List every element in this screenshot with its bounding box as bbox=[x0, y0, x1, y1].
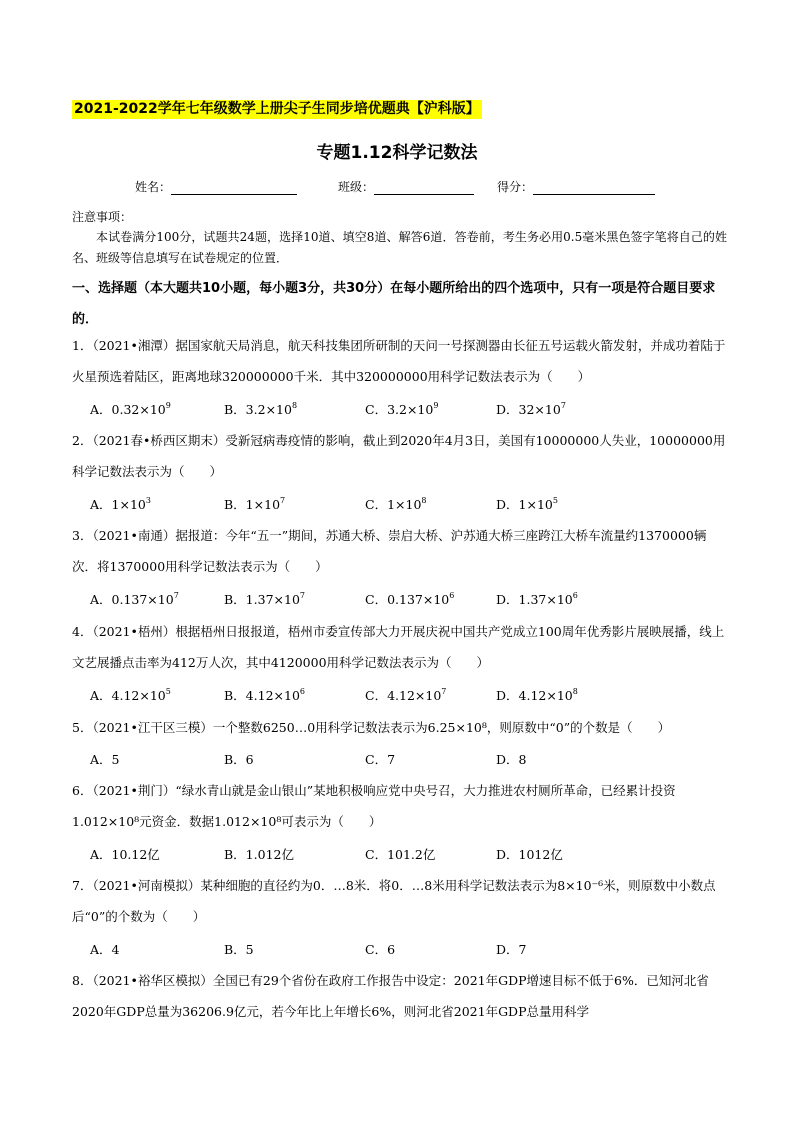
option-c[interactable]: C．101.2亿 bbox=[365, 847, 436, 862]
option-d[interactable]: D．1012亿 bbox=[496, 847, 563, 862]
option-b[interactable]: B．$4.12\times 10^6$ bbox=[224, 687, 305, 703]
question-stem: 7．（2021•河南模拟）某种细胞的直径约为0．…8米．将0．…8米用科学记数法表示为8×10⁻⁶米，则原数中小数点后“0”的个数为（ ） bbox=[72, 878, 716, 924]
question-stem: 5．（2021•江干区三模）一个整数6250…0用科学记数法表示为6.25×10⁸，则原数中“0”的个数是（ ） bbox=[72, 720, 671, 735]
name-blank[interactable] bbox=[171, 181, 297, 195]
question-stem: 4．（2021•梧州）根据梧州日报报道，梧州市委宣传部大力开展庆祝中国共产党成立100周年优秀影片展映展播，线上文艺展播点击率为412万人次，其中4120000用科学记数法表示为（ ） bbox=[72, 624, 725, 670]
name-label: 姓名： bbox=[135, 180, 172, 194]
option-b[interactable]: B．$1\times 10^7$ bbox=[224, 496, 286, 512]
option-a[interactable]: A．$0.137\times 10^7$ bbox=[90, 591, 179, 607]
option-c[interactable]: C．6 bbox=[365, 942, 396, 957]
option-c[interactable]: C．7 bbox=[365, 752, 396, 767]
option-c[interactable]: C．$3.2\times 10^9$ bbox=[365, 401, 439, 417]
option-d[interactable]: D．8 bbox=[496, 752, 527, 767]
option-c[interactable]: C．$4.12\times 10^7$ bbox=[365, 687, 447, 703]
exam-banner: 2021-2022学年七年级数学上册尖子生同步培优题典【沪科版】 bbox=[74, 101, 480, 117]
option-a[interactable]: A．5 bbox=[90, 752, 120, 767]
score-blank[interactable] bbox=[533, 181, 655, 195]
option-a[interactable]: A．$1\times 10^3$ bbox=[90, 496, 151, 512]
option-d[interactable]: D．$4.12\times 10^8$ bbox=[496, 687, 578, 703]
question-stem: 8．（2021•裕华区模拟）全国已有29个省份在政府工作报告中设定：2021年GDP增速目标不低于6%．已知河北省2020年GDP总量为36206.9亿元，若今年比上年增长6%，则河北省2021年GDP总量用科学 bbox=[72, 973, 709, 1019]
class-blank[interactable] bbox=[374, 181, 474, 195]
option-c[interactable]: C．$0.137\times 10^6$ bbox=[365, 591, 455, 607]
option-b[interactable]: B．$3.2\times 10^8$ bbox=[224, 401, 298, 417]
question-4 bbox=[72, 616, 727, 678]
option-b[interactable]: B．5 bbox=[224, 942, 254, 957]
name-field bbox=[135, 178, 297, 195]
question-2 bbox=[72, 425, 727, 487]
option-d[interactable]: D．7 bbox=[496, 942, 527, 957]
option-a[interactable]: A．$0.32\times 10^9$ bbox=[90, 401, 171, 417]
question-stem: 3．（2021•南通）据报道：今年“五一”期间，苏通大桥、崇启大桥、沪苏通大桥三座跨江大桥车流量约1370000辆次．将1370000用科学记数法表示为（ ） bbox=[72, 528, 707, 574]
option-b[interactable]: B．6 bbox=[224, 752, 254, 767]
option-c[interactable]: C．$1\times 10^8$ bbox=[365, 496, 427, 512]
question-8 bbox=[72, 965, 727, 1027]
question-5 bbox=[72, 712, 727, 743]
question-6 bbox=[72, 775, 727, 837]
option-b[interactable]: B．$1.37\times 10^7$ bbox=[224, 591, 305, 607]
score-field bbox=[497, 178, 655, 195]
option-b[interactable]: B．1.012亿 bbox=[224, 847, 294, 862]
score-label: 得分： bbox=[497, 180, 534, 194]
class-label: 班级： bbox=[338, 180, 375, 194]
notice-body: 本试卷满分100分，试题共24题，选择10道、填空8道、解答6道．答卷前，考生务必用0.5毫米黑色签字笔将自己的姓名、班级等信息填写在试卷规定的位置． bbox=[72, 230, 727, 265]
notice-title: 注意事项： bbox=[72, 210, 133, 224]
option-a[interactable]: A．10.12亿 bbox=[90, 847, 160, 862]
page-title: 专题1.12科学记数法 bbox=[316, 143, 478, 163]
question-stem: 2．（2021春•桥西区期末）受新冠病毒疫情的影响，截止到2020年4月3日，美国有10000000人失业，10000000用科学记数法表示为（ ） bbox=[72, 433, 726, 479]
option-a[interactable]: A．4 bbox=[90, 942, 120, 957]
section-heading: 一、选择题（本大题共10小题，每小题3分，共30分）在每小题所给出的四个选项中，只有一项是符合题目要求的． bbox=[72, 281, 716, 327]
option-d[interactable]: D．$1.37\times 10^6$ bbox=[496, 591, 578, 607]
question-3 bbox=[72, 520, 727, 582]
option-d[interactable]: D．$32\times 10^7$ bbox=[496, 401, 566, 417]
option-d[interactable]: D．$1\times 10^5$ bbox=[496, 496, 558, 512]
option-a[interactable]: A．$4.12\times 10^5$ bbox=[90, 687, 171, 703]
question-7 bbox=[72, 870, 727, 932]
class-field bbox=[338, 178, 474, 195]
question-1 bbox=[72, 330, 727, 392]
question-stem: 6．（2021•荆门）“绿水青山就是金山银山”某地积极响应党中央号召，大力推进农村厕所革命，已经累计投资1.012×10⁸元资金．数据1.012×10⁸可表示为（ ） bbox=[72, 783, 676, 829]
question-stem: 1．（2021•湘潭）据国家航天局消息，航天科技集团所研制的天问一号探测器由长征五号运载火箭发射，并成功着陆于火星预选着陆区，距离地球320000000千米．其中320000000用科学记数法表示为（ ） bbox=[72, 338, 726, 384]
